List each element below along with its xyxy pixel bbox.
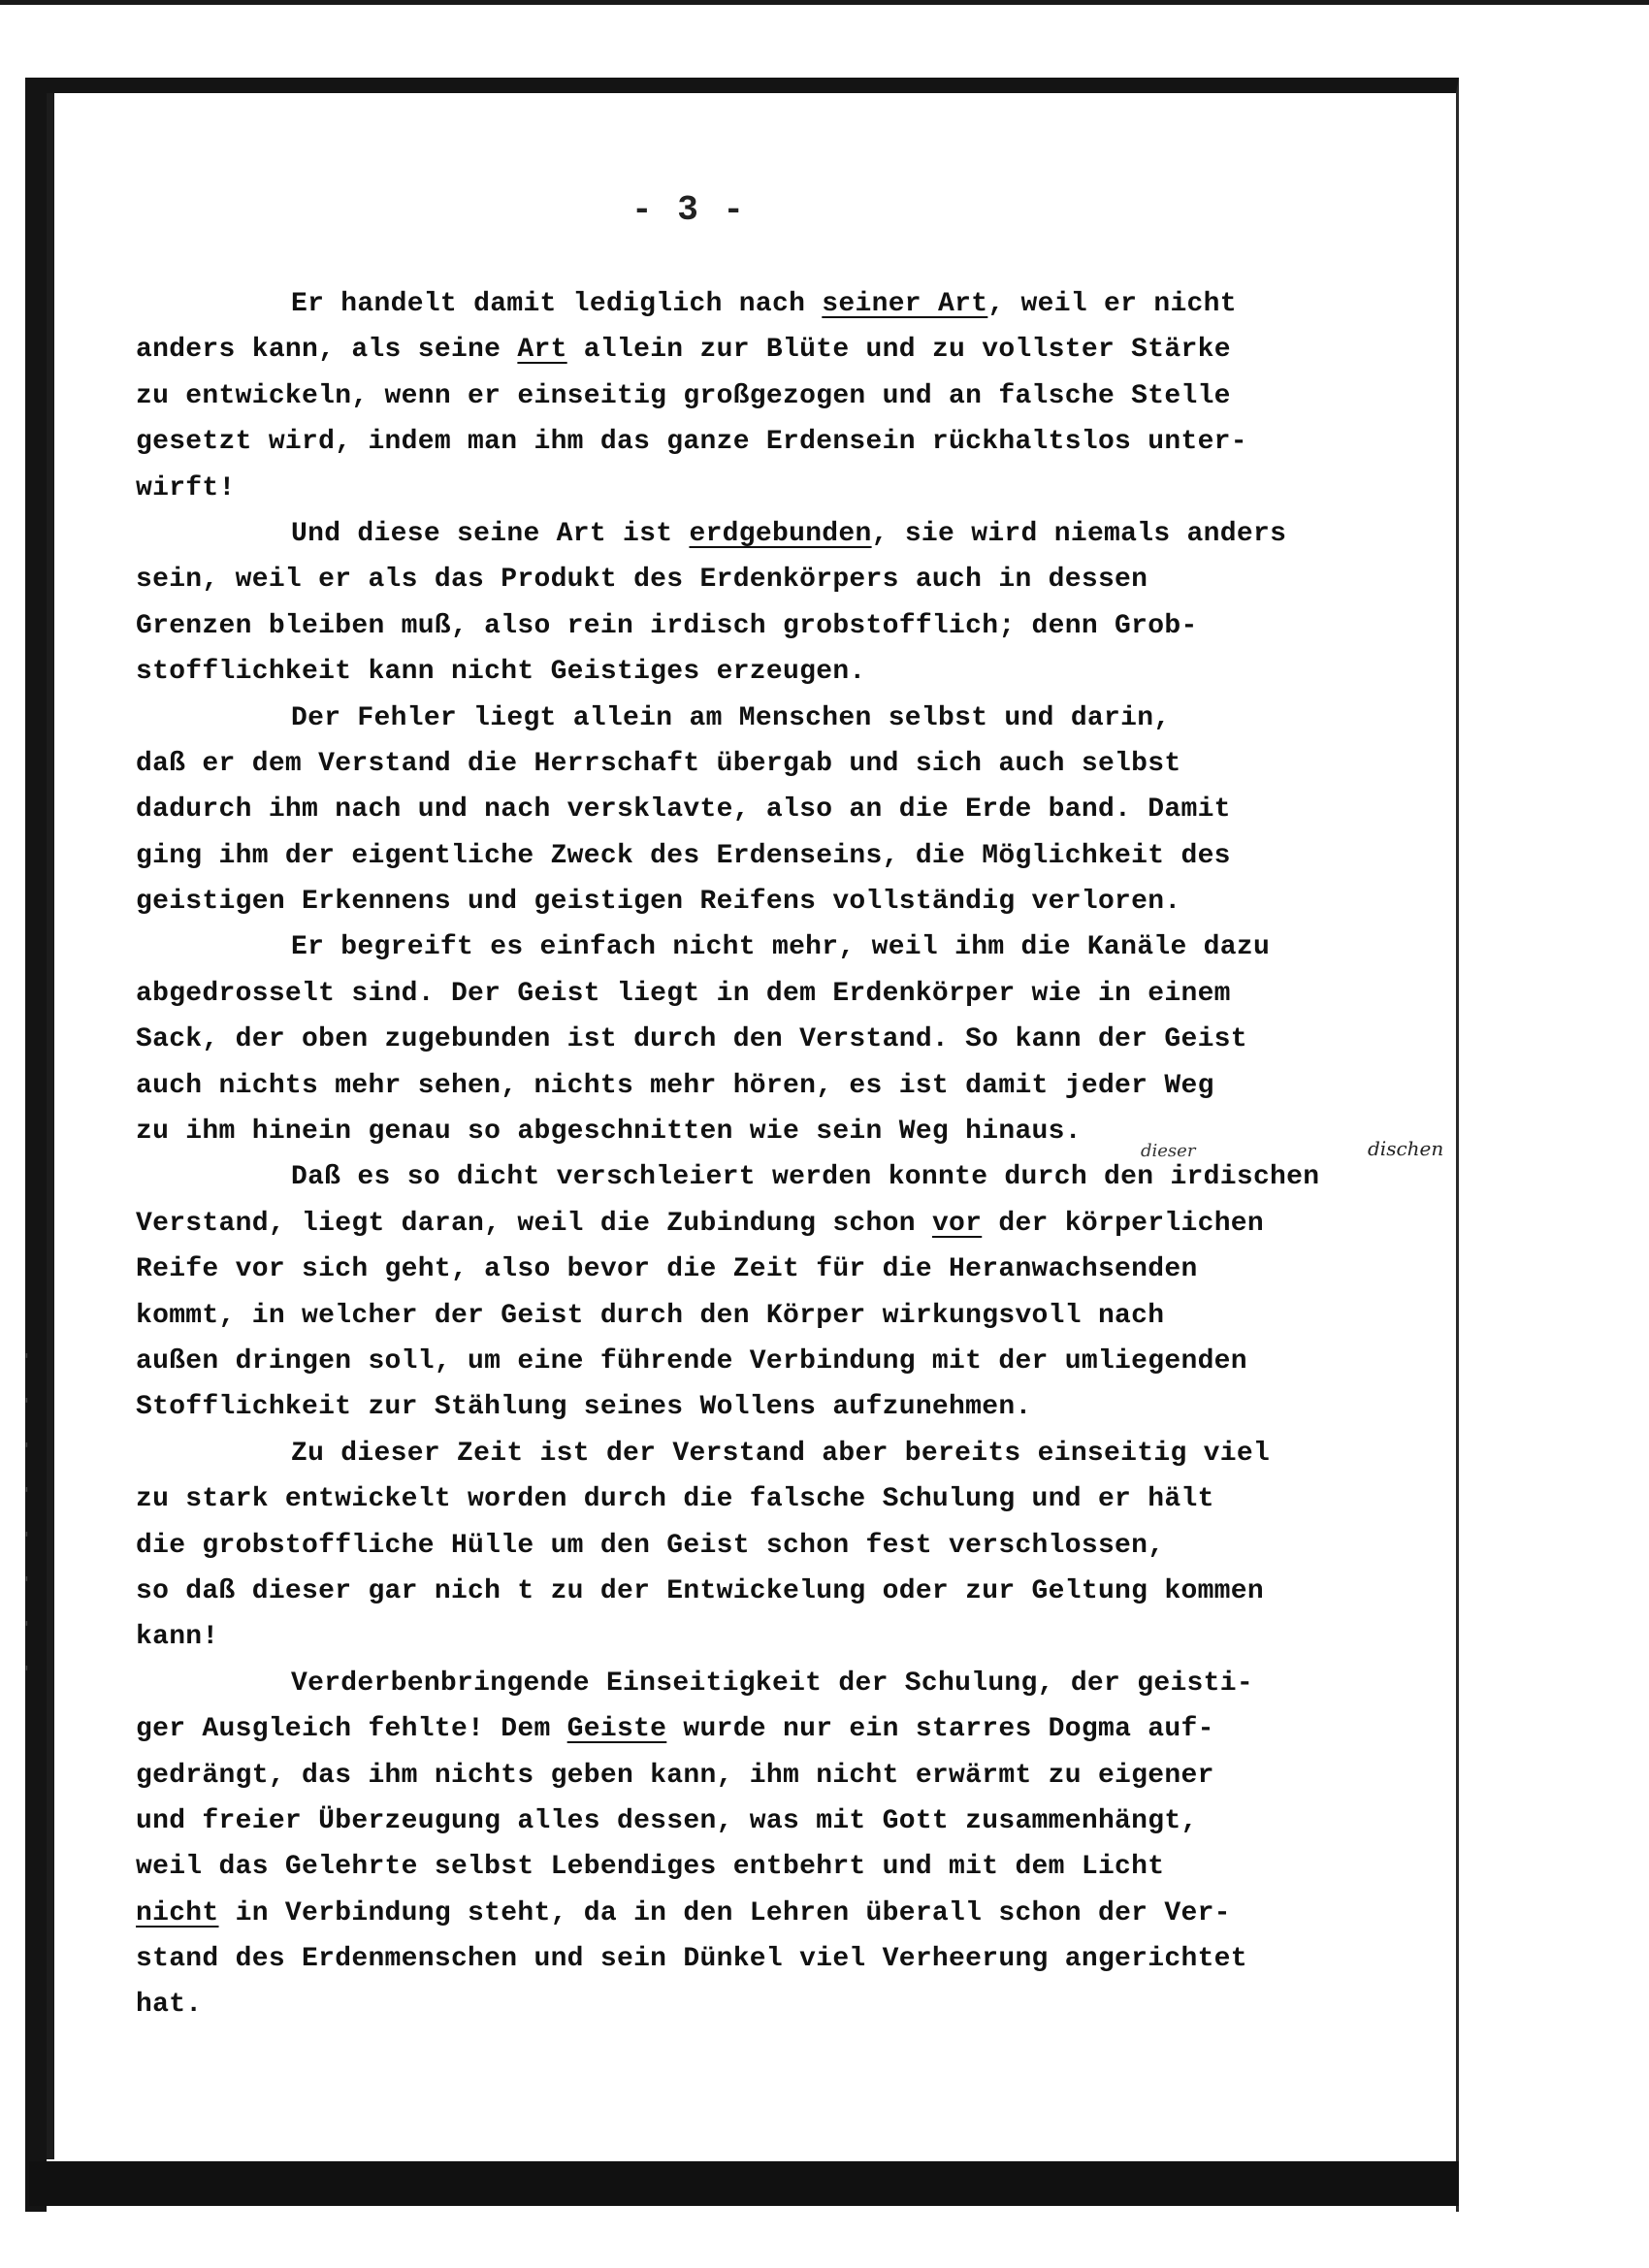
text-line (136, 511, 1436, 557)
text-run: so daß dieser gar nich t zu der Entwickelung oder zur Geltung kommen (136, 1575, 1264, 1606)
text-run: der körperlichen (982, 1208, 1264, 1239)
text-run: abgedrosselt sind. Der Geist liegt in dem Erdenkörper wie in einem (136, 978, 1231, 1009)
text-line (136, 696, 1436, 741)
text-run: sein, weil er als das Produkt des Erdenkörpers auch in dessen (136, 565, 1148, 596)
text-line (136, 603, 1436, 649)
text-line (136, 971, 1436, 1017)
text-run: auch nichts mehr sehen, nichts mehr hören, es ist damit jeder Weg (136, 1070, 1214, 1101)
text-run: ging ihm der eigentliche Zweck des Erdenseins, die Möglichkeit des (136, 840, 1231, 871)
text-line (136, 1982, 1436, 2027)
text-run: Er handelt damit lediglich nach (291, 289, 823, 319)
page-number: - 3 - (630, 190, 747, 230)
margin-mark: ' (21, 1484, 32, 1505)
text-run: anders kann, als seine (136, 335, 518, 366)
text-run: Reife vor sich geht, also bevor die Zeit für die Heranwachsenden (136, 1254, 1198, 1285)
text-line (136, 924, 1436, 970)
text-line (136, 879, 1436, 924)
margin-mark: ' (21, 1663, 32, 1683)
text-line (136, 1476, 1436, 1522)
text-line (136, 1201, 1436, 1247)
text-line (136, 1293, 1436, 1339)
margin-marks (21, 1339, 47, 1696)
text-run: stand des Erdenmenschen und sein Dünkel viel Verheerung angerichtet (136, 1944, 1247, 1975)
text-run: Daß es so dicht verschleiert werden konnte durch den irdischen (291, 1162, 1320, 1193)
typed-body-text (136, 281, 1436, 2028)
text-line (136, 419, 1436, 465)
text-run: dadurch ihm nach und nach versklavte, also an die Erde band. Damit (136, 794, 1231, 826)
text-line (136, 1154, 1436, 1200)
text-line (136, 787, 1436, 832)
text-line (136, 741, 1436, 787)
text-run: gedrängt, das ihm nichts geben kann, ihm nicht erwärmt zu eigener (136, 1760, 1214, 1791)
text-run: stofflichkeit kann nicht Geistiges erzeugen. (136, 657, 866, 688)
text-run: Sack, der oben zugebunden ist durch den Verstand. So kann der Geist (136, 1024, 1247, 1055)
text-line (136, 1339, 1436, 1384)
text-line (136, 327, 1436, 373)
text-line (136, 649, 1436, 695)
text-line (136, 1247, 1436, 1292)
text-run: hat. (136, 1990, 203, 2021)
text-run: ger Ausgleich fehlte! Dem (136, 1714, 567, 1745)
text-run: gesetzt wird, indem man ihm das ganze Erdensein rückhaltslos unter- (136, 427, 1247, 458)
text-run: zu ihm hinein genau so abgeschnitten wie sein Weg hinaus. (136, 1117, 1082, 1148)
bottom-scan-shadow (29, 2161, 1459, 2206)
underlined-word: Art (517, 335, 567, 366)
margin-mark: ' (21, 1573, 32, 1594)
text-line (136, 833, 1436, 879)
text-run: Der Fehler liegt allein am Menschen selbst und darin, (291, 702, 1171, 733)
margin-mark: ' (21, 1529, 32, 1549)
handwritten-correction-verschleiert: dieser (1141, 1141, 1196, 1161)
text-line (136, 557, 1436, 602)
text-run: Er begreift es einfach nicht mehr, weil ihm die Kanäle dazu (291, 932, 1271, 963)
text-run: Grenzen bleiben muß, also rein irdisch grobstofflich; denn Grob- (136, 610, 1198, 641)
underlined-word: erdgebunden (689, 518, 872, 549)
underlined-word: seiner Art (822, 289, 988, 319)
text-line (136, 1614, 1436, 1660)
text-line (136, 1844, 1436, 1890)
margin-mark: ' (21, 1350, 32, 1371)
handwritten-correction-irdischen: dischen (1368, 1137, 1444, 1160)
text-line (136, 1017, 1436, 1062)
margin-mark: ' (21, 1440, 32, 1460)
text-run: daß er dem Verstand die Herrschaft übergab und sich auch selbst (136, 748, 1181, 779)
text-line (136, 466, 1436, 511)
text-line (136, 1523, 1436, 1569)
text-run: , sie wird niemals anders (871, 518, 1287, 549)
text-run: außen dringen soll, um eine führende Verbindung mit der umliegenden (136, 1345, 1247, 1377)
text-run: zu entwickeln, wenn er einseitig großgezogen und an falsche Stelle (136, 380, 1231, 411)
text-line (136, 1661, 1436, 1706)
text-run: Verstand, liegt daran, weil die Zubindung schon (136, 1208, 932, 1239)
text-line (136, 1569, 1436, 1614)
margin-mark: ' (21, 1395, 32, 1415)
text-run: allein zur Blüte und zu vollster Stärke (566, 335, 1231, 366)
text-line (136, 373, 1436, 419)
underlined-word: nicht (136, 1897, 219, 1928)
text-line (136, 1063, 1436, 1109)
text-line (136, 1753, 1436, 1798)
margin-mark: ' (21, 1618, 32, 1638)
text-run: geistigen Erkennens und geistigen Reifens vollständig verloren. (136, 887, 1181, 918)
underlined-word: vor (931, 1208, 983, 1239)
text-line (136, 1798, 1436, 1844)
text-run: zu stark entwickelt worden durch die falsche Schulung und er hält (136, 1484, 1214, 1515)
text-line (136, 1891, 1436, 1936)
text-run: Verderbenbringende Einseitigkeit der Schulung, der geisti- (291, 1668, 1253, 1699)
text-run: und freier Überzeugung alles dessen, was mit Gott zusammenhängt, (136, 1805, 1198, 1836)
text-line (136, 1936, 1436, 1982)
text-run: wurde nur ein starres Dogma auf- (666, 1714, 1214, 1745)
binding-shadow (47, 93, 54, 2159)
text-run: Und diese seine Art ist (291, 518, 690, 549)
text-line (136, 281, 1436, 327)
text-run: in Verbindung steht, da in den Lehren überall schon der Ver- (218, 1897, 1231, 1928)
underlined-word: Geiste (566, 1714, 667, 1745)
text-run: die grobstoffliche Hülle um den Geist schon fest verschlossen, (136, 1530, 1165, 1561)
text-line (136, 1706, 1436, 1752)
text-run: , weil er nicht (987, 289, 1237, 319)
top-edge-rule (0, 0, 1649, 5)
text-run: Stofflichkeit zur Stählung seines Wollens aufzunehmen. (136, 1392, 1032, 1423)
text-run: Zu dieser Zeit ist der Verstand aber bereits einseitig viel (291, 1438, 1271, 1469)
text-line (136, 1384, 1436, 1430)
text-run: wirft! (136, 472, 236, 503)
text-run: kann! (136, 1622, 219, 1653)
text-line (136, 1109, 1436, 1154)
text-run: kommt, in welcher der Geist durch den Körper wirkungsvoll nach (136, 1300, 1165, 1331)
text-line (136, 1431, 1436, 1476)
text-run: weil das Gelehrte selbst Lebendiges entbehrt und mit dem Licht (136, 1852, 1165, 1883)
